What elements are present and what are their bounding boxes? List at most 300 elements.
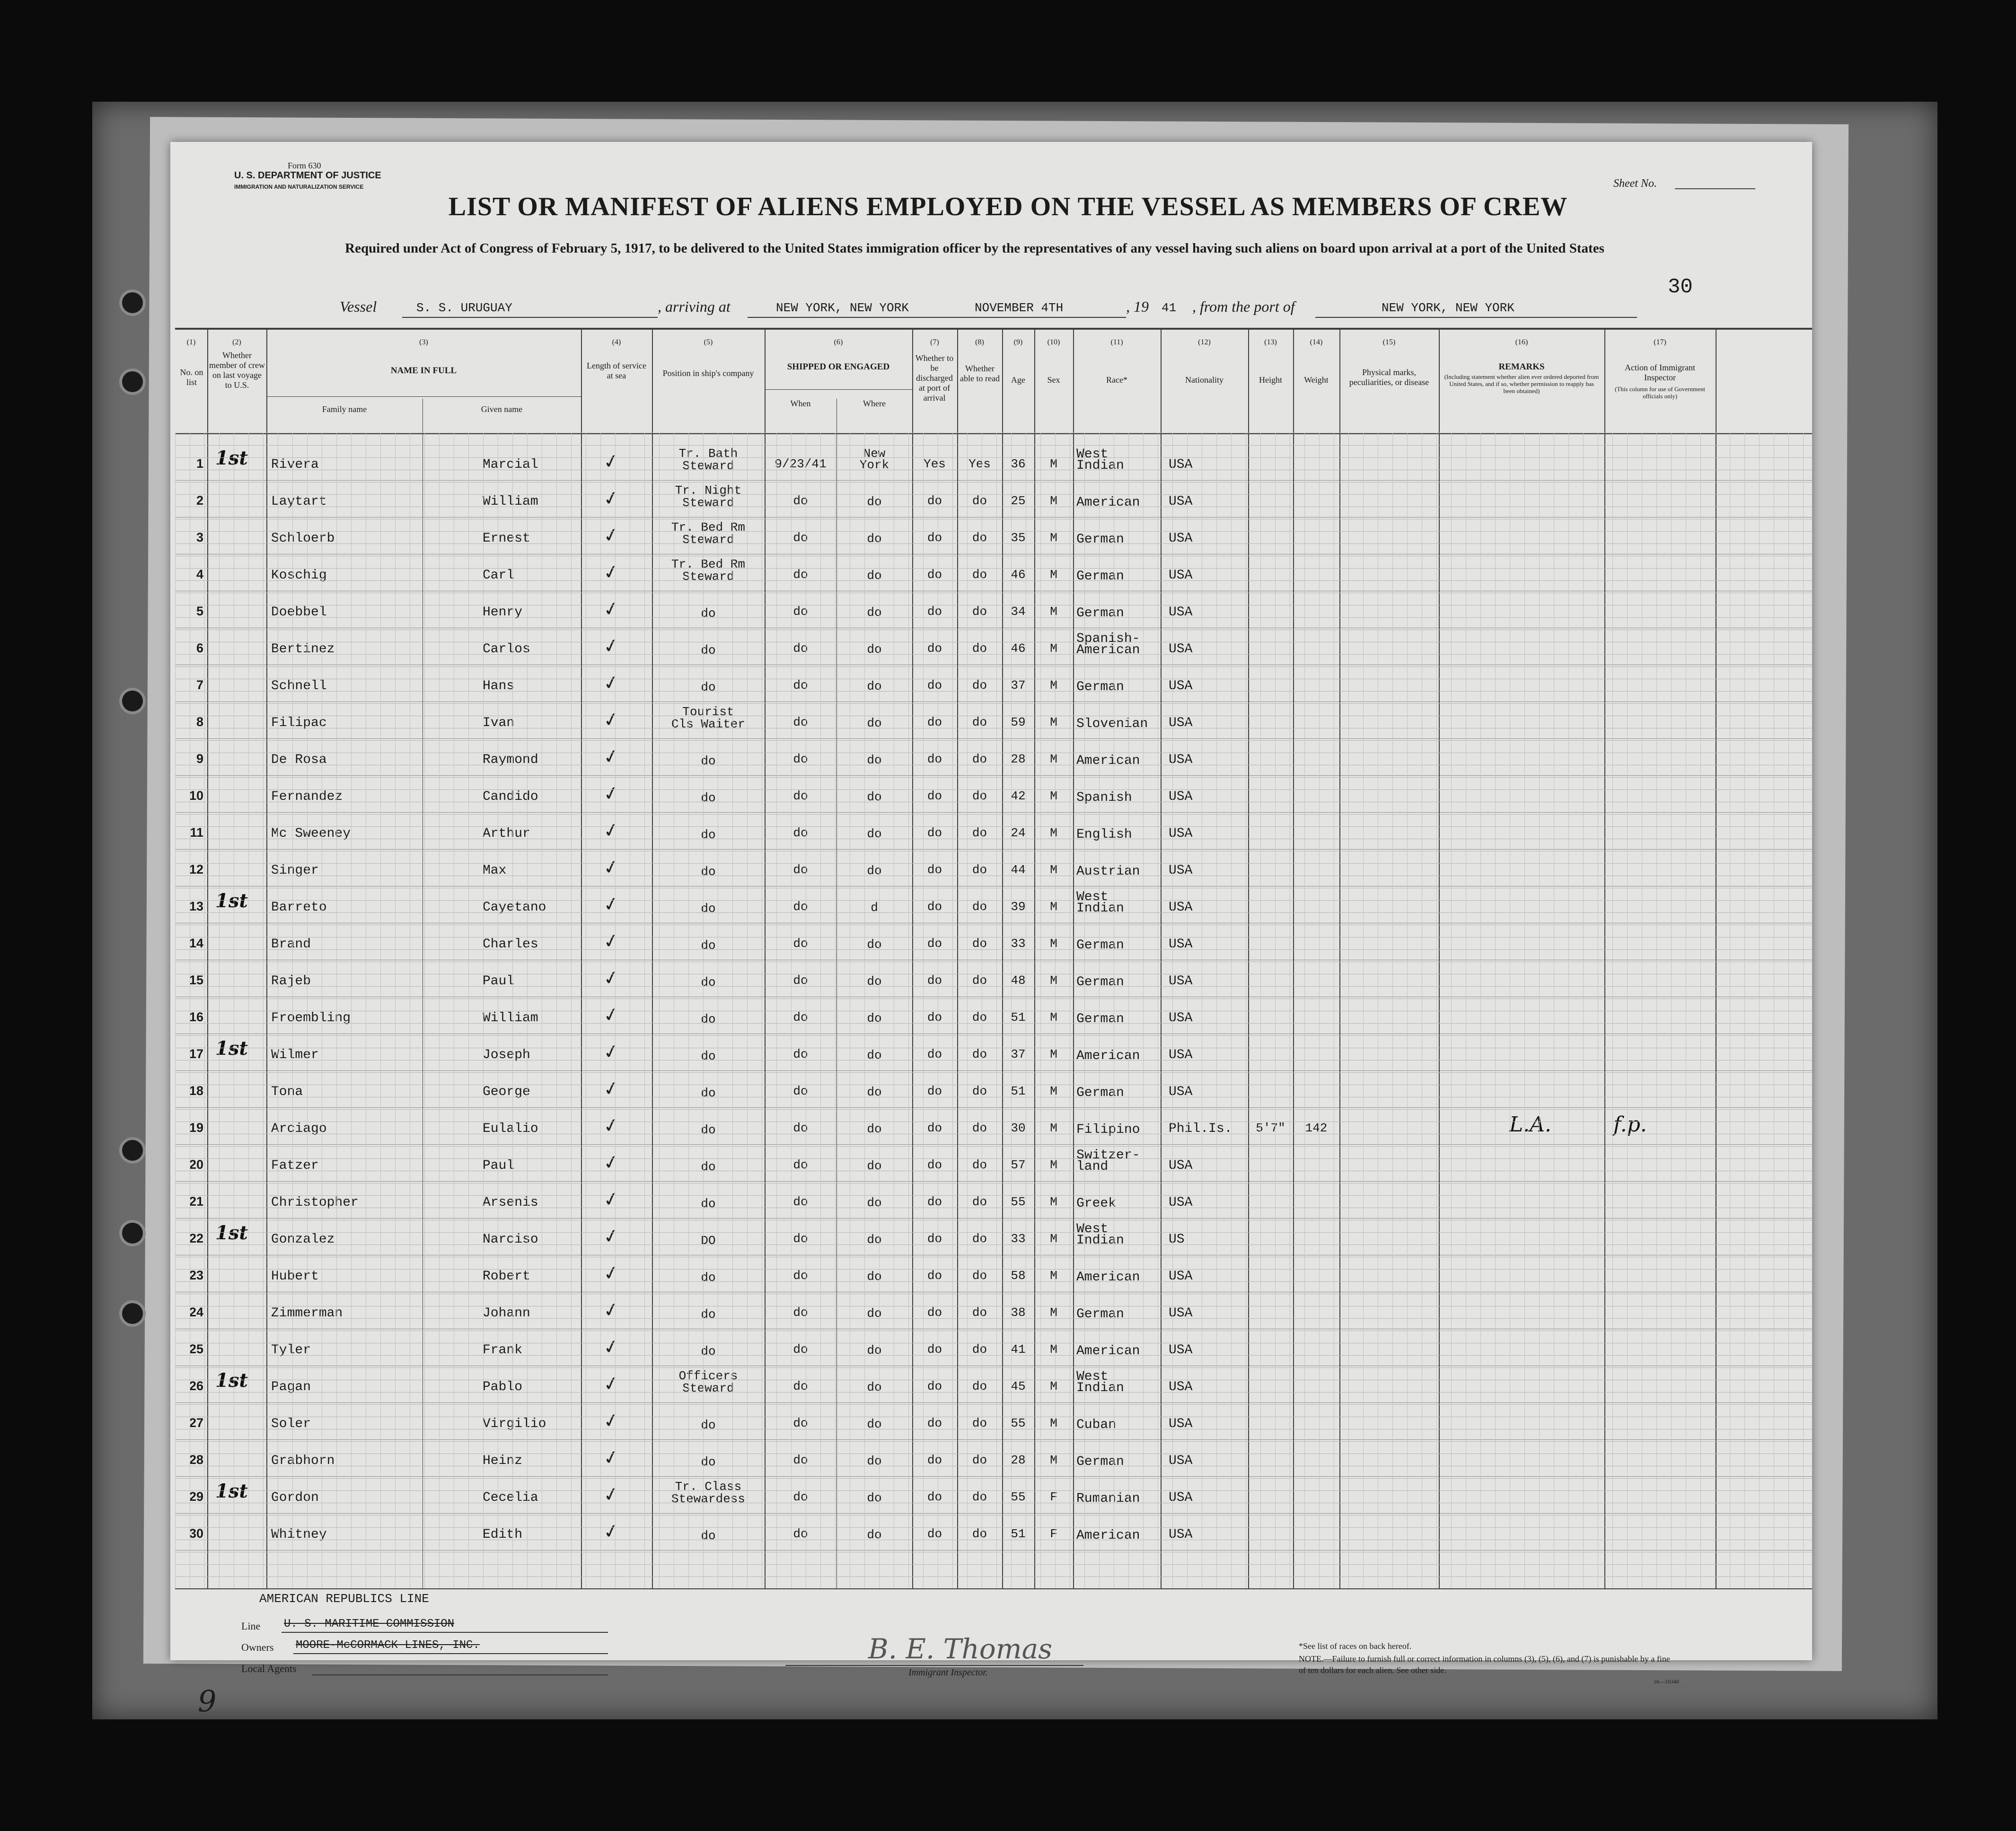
service-check-mark: ✓	[601, 1409, 621, 1433]
given-name: Ernest	[483, 531, 530, 546]
ruled-column	[1495, 433, 1496, 1588]
ruled-column	[1700, 433, 1701, 1588]
handwritten-last-voyage: 1st	[215, 890, 248, 912]
row-rule	[175, 775, 1812, 776]
race-line1: West	[1076, 1222, 1109, 1236]
signature-line	[785, 1665, 1083, 1666]
column-divider	[581, 328, 582, 1588]
ruled-line	[175, 568, 1812, 569]
ruled-column	[1656, 433, 1657, 1588]
race-line2: American	[1076, 1270, 1140, 1285]
shipped-where-line2: do	[867, 1011, 882, 1025]
ruled-column	[1627, 433, 1628, 1588]
nationality: USA	[1169, 863, 1193, 878]
able-to-read: do	[972, 1232, 987, 1246]
discharged: do	[927, 1527, 942, 1541]
service-check-mark: ✓	[601, 634, 621, 658]
family-name: Schloerb	[271, 531, 335, 546]
age: 25	[1011, 494, 1026, 508]
shipped-when: do	[793, 1195, 808, 1209]
ruled-line	[175, 1318, 1812, 1319]
family-name: Singer	[271, 863, 319, 878]
col7-number: (7)	[930, 338, 939, 346]
shipped-where-line2: do	[867, 1233, 882, 1247]
ruled-column	[292, 433, 293, 1588]
col5-number: (5)	[704, 338, 713, 346]
column-divider	[1439, 328, 1440, 1588]
shipped-when: 9/23/41	[775, 457, 827, 471]
inspector-label: Immigrant Inspector.	[908, 1667, 988, 1678]
age: 46	[1011, 568, 1026, 582]
col10-number: (10)	[1047, 338, 1060, 346]
column-divider	[1073, 328, 1074, 1588]
ruled-column	[1583, 433, 1584, 1588]
position-line2: do	[701, 1344, 716, 1358]
position-line1: Tr. Bed Rm	[671, 557, 746, 571]
ruled-column	[307, 433, 308, 1588]
age: 28	[1011, 1453, 1026, 1467]
nationality: USA	[1169, 1048, 1193, 1062]
shipped-where-line2: do	[867, 1306, 882, 1321]
family-name: Schnell	[271, 679, 327, 693]
service-check-mark: ✓	[601, 1077, 621, 1101]
ruled-line	[175, 1035, 1812, 1036]
ruled-column	[1187, 433, 1188, 1588]
ruled-line	[175, 531, 1812, 532]
col9-number: (9)	[1013, 338, 1023, 346]
ruled-column	[1671, 433, 1672, 1588]
race-line2: German	[1076, 938, 1124, 953]
position-line1: Tr. Night	[675, 483, 742, 498]
col-last-voyage: Whether member of crew on last voyage to U.S.	[209, 350, 265, 390]
age: 35	[1011, 531, 1026, 545]
service-name: IMMIGRATION AND NATURALIZATION SERVICE	[234, 184, 364, 190]
column-divider	[652, 328, 653, 1588]
ruled-line	[175, 1441, 1812, 1442]
family-name: Arciago	[271, 1121, 327, 1136]
discharged: do	[927, 789, 942, 803]
ruled-line	[175, 543, 1812, 544]
nationality: USA	[1169, 1343, 1193, 1358]
ruled-column	[1084, 433, 1085, 1588]
ruled-line	[175, 457, 1812, 458]
row-number: 12	[189, 862, 203, 876]
given-name: Pablo	[483, 1380, 523, 1394]
margin-page-number: 9	[198, 1684, 217, 1718]
row-number: 25	[189, 1342, 203, 1356]
ruled-column	[1744, 433, 1745, 1588]
able-to-read: do	[972, 937, 987, 951]
year-prefix: , 19	[1126, 298, 1149, 315]
race-line2: Spanish	[1076, 790, 1132, 805]
nationality: USA	[1169, 1158, 1193, 1173]
nationality: USA	[1169, 1269, 1193, 1284]
service-check-mark: ✓	[601, 1003, 621, 1027]
row-number: 19	[189, 1121, 203, 1135]
able-to-read: do	[972, 531, 987, 545]
family-name: Tyler	[271, 1343, 311, 1358]
row-rule	[175, 1550, 1812, 1551]
able-to-read: Yes	[968, 457, 991, 471]
owners-value: MOORE-McCORMACK LINES, INC.	[296, 1639, 480, 1652]
position-line2: do	[701, 975, 716, 990]
position-line2: do	[701, 1529, 716, 1543]
sex: M	[1050, 973, 1057, 988]
nationality: USA	[1169, 1085, 1193, 1099]
col-physical-marks: Physical marks, peculiarities, or disease	[1349, 368, 1429, 387]
row-number: 15	[189, 973, 203, 987]
service-check-mark: ✓	[601, 1298, 621, 1323]
sex: M	[1050, 641, 1057, 656]
col-given-name: Given name	[481, 404, 523, 414]
col13-number: (13)	[1264, 338, 1277, 346]
sex: M	[1050, 715, 1057, 729]
discharged: do	[927, 1232, 942, 1246]
department-name: U. S. DEPARTMENT OF JUSTICE	[234, 170, 381, 181]
given-name: Carl	[483, 568, 515, 583]
shipped-when: do	[793, 1010, 808, 1025]
race-line2: American	[1076, 1049, 1140, 1063]
family-name: Doebbel	[271, 605, 327, 620]
race-line2: German	[1076, 1086, 1124, 1100]
ruled-column	[1011, 433, 1012, 1588]
sex: M	[1050, 604, 1057, 619]
shipped-when: do	[793, 678, 808, 692]
shipped-when: do	[793, 1453, 808, 1467]
shipped-where-line2: do	[867, 1380, 882, 1394]
row-number: 23	[189, 1268, 203, 1282]
shipped-where-line2: do	[867, 1048, 882, 1062]
given-name: Hans	[483, 679, 515, 693]
discharged: do	[927, 1453, 942, 1467]
sheet-number-label: Sheet No.	[1613, 177, 1657, 190]
family-name: Pagan	[271, 1380, 311, 1394]
ruled-column	[820, 433, 821, 1588]
able-to-read: do	[972, 1269, 987, 1283]
ruled-line	[175, 1515, 1812, 1516]
shipped-where-line2: do	[867, 827, 882, 841]
sex: M	[1050, 752, 1057, 766]
given-name: Paul	[483, 1158, 515, 1173]
ruled-line	[175, 814, 1812, 815]
service-check-mark: ✓	[601, 671, 621, 695]
race-line2: Filipino	[1076, 1122, 1140, 1137]
given-name: Cecelia	[483, 1490, 538, 1505]
ruled-line	[175, 1158, 1812, 1159]
discharged: do	[927, 937, 942, 951]
ruled-line	[175, 740, 1812, 741]
nationality: USA	[1169, 716, 1193, 730]
given-name: Max	[483, 863, 507, 878]
nationality: USA	[1169, 1011, 1193, 1025]
family-name: Hubert	[271, 1269, 319, 1284]
column-divider	[957, 328, 958, 1588]
col-no-on-list: No. on list	[180, 368, 203, 387]
family-name: Brand	[271, 937, 311, 952]
shipped-when: do	[793, 715, 808, 729]
nationality: USA	[1169, 1454, 1193, 1468]
shipped-where-line2: do	[867, 679, 882, 693]
nationality: Phil.Is.	[1169, 1121, 1232, 1136]
family-name: Gordon	[271, 1490, 319, 1505]
ruled-line	[175, 617, 1812, 618]
race-line2: German	[1076, 680, 1124, 694]
col12-number: (12)	[1198, 338, 1211, 346]
service-check-mark: ✓	[601, 449, 621, 474]
row-number: 5	[196, 604, 203, 618]
ruled-line	[175, 949, 1812, 950]
race-line2: German	[1076, 606, 1124, 621]
given-name: Heinz	[483, 1454, 523, 1468]
ruled-line	[175, 986, 1812, 987]
age: 24	[1011, 826, 1026, 840]
row-number: 27	[189, 1416, 203, 1430]
row-number: 18	[189, 1084, 203, 1098]
ruled-column	[1524, 433, 1525, 1588]
able-to-read: do	[972, 678, 987, 692]
col-name-in-full: NAME IN FULL	[390, 366, 457, 376]
position-line1: Tr. Bed Rm	[671, 520, 746, 534]
binder-hole	[122, 691, 143, 711]
ruled-line	[175, 1023, 1812, 1024]
family-name: Fatzer	[271, 1158, 319, 1173]
row-number: 7	[196, 678, 203, 692]
col3-number: (3)	[419, 338, 428, 346]
row-number: 3	[196, 530, 203, 544]
age: 59	[1011, 715, 1026, 729]
nationality: USA	[1169, 642, 1193, 657]
discharged: do	[927, 826, 942, 840]
shipped-when: do	[793, 1158, 808, 1172]
sex: F	[1050, 1527, 1057, 1541]
ruled-column	[424, 433, 425, 1588]
line-label: Line	[241, 1620, 261, 1632]
shipped-where-line2: do	[867, 495, 882, 509]
column-divider	[765, 328, 766, 1588]
age: 38	[1011, 1305, 1026, 1320]
document-title: LIST OR MANIFEST OF ALIENS EMPLOYED ON THE VESSEL AS MEMBERS OF CREW	[448, 192, 1568, 221]
service-check-mark: ✓	[601, 892, 621, 917]
ruled-line	[175, 826, 1812, 827]
weight: 142	[1305, 1121, 1328, 1135]
shipped-where-line2: do	[867, 864, 882, 878]
family-name: Christopher	[271, 1195, 359, 1210]
shipped-where-line2: do	[867, 1454, 882, 1468]
age: 28	[1011, 752, 1026, 766]
age: 58	[1011, 1269, 1026, 1283]
shipped-where-line2: do	[867, 1491, 882, 1505]
race-line2: German	[1076, 1307, 1124, 1322]
given-name: Paul	[483, 974, 515, 989]
given-name: Charles	[483, 937, 538, 952]
row-number: 30	[189, 1526, 203, 1541]
family-name: Zimmerman	[271, 1306, 343, 1321]
ruled-line	[175, 1392, 1812, 1393]
race-line2: American	[1076, 495, 1140, 510]
ruled-column	[879, 433, 880, 1588]
ruled-column	[1436, 433, 1437, 1588]
able-to-read: do	[972, 1010, 987, 1025]
race-line2: German	[1076, 532, 1124, 547]
age: 39	[1011, 900, 1026, 914]
service-check-mark: ✓	[601, 1519, 621, 1544]
binder-hole	[122, 292, 143, 313]
shipped-where-line2: do	[867, 642, 882, 657]
able-to-read: do	[972, 1047, 987, 1061]
sex: M	[1050, 1342, 1057, 1357]
shipped-when: do	[793, 1490, 808, 1504]
nationality: USA	[1169, 605, 1193, 620]
col-remarks: REMARKS	[1498, 362, 1545, 372]
discharged: do	[927, 1195, 942, 1209]
ruled-column	[688, 433, 689, 1588]
row-rule	[175, 1476, 1812, 1477]
ruled-column	[1231, 433, 1232, 1588]
race-line1: West	[1076, 890, 1109, 904]
row-number: 1	[196, 456, 203, 471]
position-line2: do	[701, 1160, 716, 1174]
ruled-line	[175, 1244, 1812, 1245]
ruled-column	[600, 433, 601, 1588]
ruled-line	[175, 1404, 1812, 1405]
row-rule	[175, 812, 1812, 813]
ruled-column	[380, 433, 381, 1588]
age: 51	[1011, 1527, 1026, 1541]
sex: M	[1050, 1158, 1057, 1172]
shipped-where-line2: do	[867, 974, 882, 989]
ruled-column	[1348, 433, 1349, 1588]
ruled-line	[175, 912, 1812, 913]
discharged: do	[927, 752, 942, 766]
shipped-when: do	[793, 863, 808, 877]
able-to-read: do	[972, 641, 987, 656]
shipped-where-line2: do	[867, 1196, 882, 1210]
position-line2: do	[701, 828, 716, 842]
position-line2: Steward	[682, 1381, 734, 1395]
ruled-line	[175, 900, 1812, 901]
able-to-read: do	[972, 863, 987, 877]
ruled-column	[1216, 433, 1217, 1588]
age: 33	[1011, 937, 1026, 951]
position-line2: Steward	[682, 496, 734, 510]
family-name: Filipac	[271, 716, 327, 730]
ruled-line	[175, 445, 1812, 446]
discharged: do	[927, 1047, 942, 1061]
inspector-signature: B. E. Thomas	[868, 1633, 1053, 1665]
given-name: Eulalio	[483, 1121, 538, 1136]
sex: F	[1050, 1490, 1057, 1504]
ruled-line	[175, 789, 1812, 790]
discharged: do	[927, 973, 942, 988]
ruled-column	[571, 433, 572, 1588]
shipped-when: do	[793, 1121, 808, 1135]
col6-number: (6)	[834, 338, 843, 346]
discharged: do	[927, 1305, 942, 1320]
race-line2: Indian	[1076, 901, 1124, 916]
ruled-column	[556, 433, 557, 1588]
given-name: Candido	[483, 789, 538, 804]
position-line2: do	[701, 754, 716, 768]
given-name: William	[483, 494, 538, 509]
given-name: Arthur	[483, 826, 530, 841]
given-name: Virgilio	[483, 1417, 546, 1431]
given-name: Johann	[483, 1306, 530, 1321]
shipped-when: do	[793, 568, 808, 582]
col-discharged: Whether to be discharged at port of arrival	[915, 353, 954, 403]
able-to-read: do	[972, 1195, 987, 1209]
shipped-when: do	[793, 752, 808, 766]
position-line2: do	[701, 1086, 716, 1100]
ruled-column	[1363, 433, 1364, 1588]
shipped-when: do	[793, 1047, 808, 1061]
family-name: Tona	[271, 1085, 303, 1099]
sex: M	[1050, 1010, 1057, 1025]
shipped-where-line2: do	[867, 605, 882, 620]
age: 41	[1011, 1342, 1026, 1357]
position-line2: Stewardess	[671, 1492, 746, 1506]
race-line2: Indian	[1076, 1381, 1124, 1395]
subheader-rule	[765, 389, 912, 390]
column-divider	[836, 399, 837, 1588]
vessel-name: S. S. URUGUAY	[416, 301, 512, 315]
ruled-column	[703, 433, 704, 1588]
race-line1: West	[1076, 447, 1109, 462]
service-check-mark: ✓	[601, 708, 621, 732]
age: 55	[1011, 1416, 1026, 1430]
ruled-column	[996, 433, 997, 1588]
sex: M	[1050, 1084, 1057, 1098]
position-line2: do	[701, 791, 716, 805]
ruled-column	[1539, 433, 1540, 1588]
ruled-column	[351, 433, 352, 1588]
col1-number: (1)	[186, 338, 196, 346]
height: 5'7"	[1256, 1121, 1285, 1135]
shipped-where-line2: do	[867, 1159, 882, 1173]
race-line2: American	[1076, 1528, 1140, 1543]
given-name: Cayetano	[483, 900, 546, 915]
ruled-column	[483, 433, 484, 1588]
race-footnote: *See list of races on back hereof.	[1299, 1641, 1412, 1651]
handwritten-last-voyage: 1st	[215, 1369, 248, 1392]
line-value: U. S. MARITIME COMMISSION	[284, 1618, 455, 1630]
family-name: Mc Sweeney	[271, 826, 351, 841]
shipped-when: do	[793, 1084, 808, 1098]
nationality: USA	[1169, 937, 1193, 952]
nationality: USA	[1169, 568, 1193, 583]
discharged: do	[927, 641, 942, 656]
ruled-column	[248, 433, 249, 1588]
owners-underline	[293, 1653, 608, 1654]
column-divider	[266, 328, 267, 1588]
age: 36	[1011, 457, 1026, 471]
given-name: Raymond	[483, 753, 538, 767]
family-name: Gonzalez	[271, 1232, 335, 1247]
position-line1: Tr. Class	[675, 1480, 742, 1494]
position-line2: do	[701, 1455, 716, 1469]
ruled-column	[967, 433, 968, 1588]
shipped-where-line2: do	[867, 1343, 882, 1358]
age: 45	[1011, 1379, 1026, 1393]
ruled-column	[644, 433, 645, 1588]
column-divider	[1604, 328, 1605, 1588]
nationality: USA	[1169, 900, 1193, 915]
discharged: do	[927, 1269, 942, 1283]
shipped-when: do	[793, 1305, 808, 1320]
position-line2: do	[701, 865, 716, 879]
local-agents-label: Local Agents	[241, 1663, 297, 1674]
line-underline	[282, 1632, 608, 1633]
inspector-action-handwritten: f.p.	[1613, 1113, 1647, 1137]
